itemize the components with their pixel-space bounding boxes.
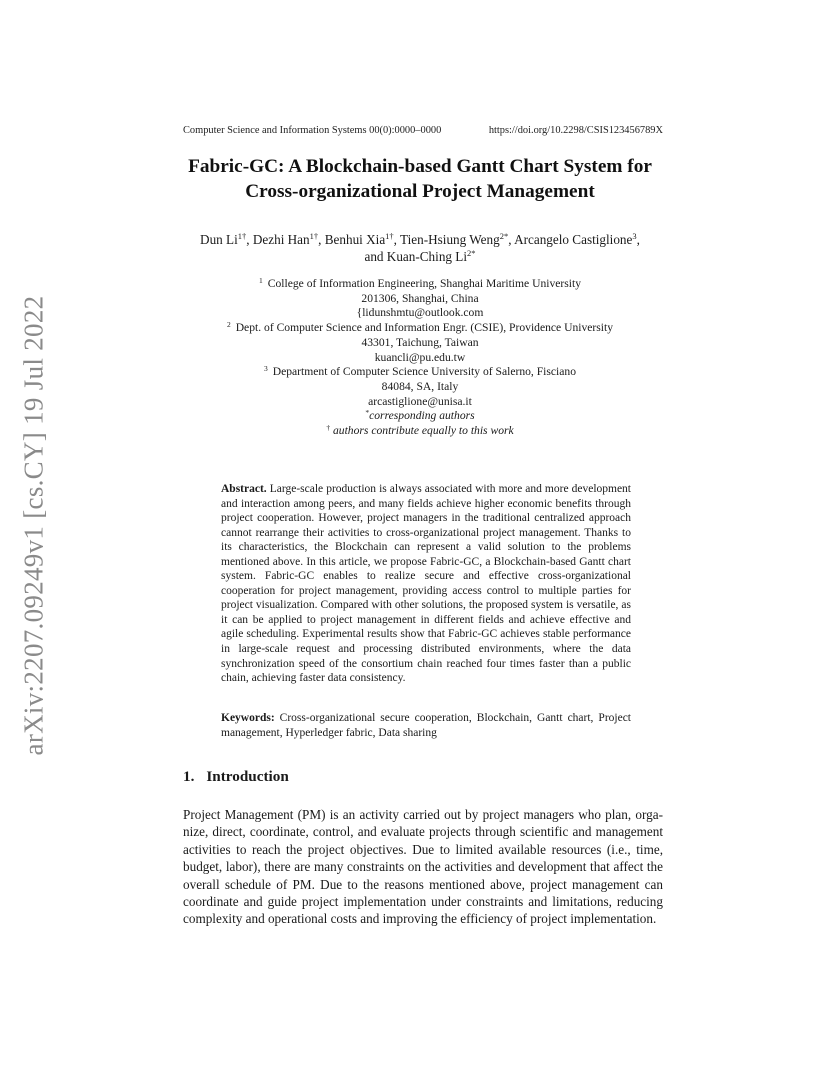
journal-citation: Computer Science and Information Systems 00(0):0000–0000 xyxy=(183,125,442,136)
running-head xyxy=(183,125,663,136)
affiliation-mark: 2 xyxy=(226,320,231,330)
abstract-label: Abstract. xyxy=(221,483,267,495)
author-affil-mark: 1† xyxy=(385,231,394,241)
author-separator: , xyxy=(318,232,325,247)
author-affil-mark: 3 xyxy=(632,231,637,241)
affiliation-institution: College of Information Engineering, Shanghai Maritime University xyxy=(267,277,582,290)
equal-contribution-mark: † xyxy=(326,423,331,433)
abstract xyxy=(221,482,631,686)
author-name: Dezhi Han xyxy=(252,232,310,247)
author-name: Dun Li xyxy=(200,232,238,247)
author-name: Benhui Xia xyxy=(324,232,386,247)
title-line-1: Fabric-GC: A Blockchain-based Gantt Chart System for xyxy=(188,156,652,177)
affiliation-1-address: 201306, Shanghai, China xyxy=(361,291,479,305)
keywords-text: Cross-organizational secure cooperation, Blockchain, Gantt chart, Project management, Hyperledger fabric, Data sharing xyxy=(221,712,631,739)
affiliation-2-address: 43301, Taichung, Taiwan xyxy=(361,335,479,349)
arxiv-stamp xyxy=(4,290,64,760)
body-paragraph: Project Management (PM) is an activity carried out by project managers who plan, organize, direct, coordinate, control, and evaluate projects through scientific and management activities to reach the project objectives. Due to limited available resources (i.e., time, budget, labor), there are many constraints on the activities and development that affect the overall schedule of PM. Due to the reasons mentioned above, project management can coordinate and guide project implementation under constraints and limitations, reducing complexity and operational costs and improving the efficiency of project implementation. xyxy=(183,807,663,927)
keywords-label: Keywords: xyxy=(221,712,275,724)
affiliation-institution: Department of Computer Science University of Salerno, Fisciano xyxy=(272,365,577,379)
affiliation-2-institution xyxy=(160,321,680,336)
author-separator: , xyxy=(508,232,515,247)
author-line-2 xyxy=(150,248,690,265)
author-separator: , xyxy=(393,232,401,247)
equal-contribution-text: authors contribute equally to this work xyxy=(330,424,514,438)
affiliation-mark: 3 xyxy=(263,364,268,374)
affiliation-2-email[interactable]: kuancli@pu.edu.tw xyxy=(374,350,466,364)
title-line-2: Cross-organizational Project Management xyxy=(245,181,595,202)
author-list xyxy=(150,231,690,265)
doi-link[interactable]: https://doi.org/10.2298/CSIS123456789X xyxy=(488,125,663,136)
arxiv-stamp-text: arXiv:2207.09249v1 [cs.CY] 19 Jul 2022 xyxy=(18,295,49,755)
affiliation-institution: Dept. of Computer Science and Information Engr. (CSIE), Providence University xyxy=(235,321,614,335)
author-affil-mark: 2* xyxy=(499,231,509,241)
paper-title xyxy=(120,154,720,204)
section-heading xyxy=(183,768,289,786)
equal-contribution-note xyxy=(160,424,680,439)
affiliation-3-address: 84084, SA, Italy xyxy=(381,379,459,393)
author-affil-mark: 1† xyxy=(237,231,247,241)
affiliation-1-email[interactable]: {lidunshmtu@outlook.com xyxy=(356,306,484,320)
author-name: Tien-Hsiung Weng xyxy=(400,232,500,247)
abstract-text: Large-scale production is always associated with more and more development and interaction among peers, and many fields achieve higher economic benefits through project cooperation. However, project managers in the traditional centralized approach cannot rearrange their activities to cross-organizational project management. Thanks to its characteristics, the Blockchain can represent a valid solution to the problems mentioned above. In this article, we propose Fabric-GC, a Blockchain-based Gantt chart system. Fabric-GC enables to realize secure and effective cross-organizational cooperation for project management, providing access control to multiple parties for project visualization. Compared with other solutions, the proposed system is versatile, as it can be applied to project management in different fields and achieve effective and agile scheduling. Experimental results show that Fabric-GC achieves stable performance in large-scale request and processing distributed environments, where the data synchronization speed of the consortium chain reached four times faster than a public chain, achieving faster data consistency. xyxy=(221,483,632,685)
affiliation-mark: 1 xyxy=(258,276,263,285)
author-separator: , xyxy=(246,232,253,247)
corresponding-authors-note xyxy=(160,409,680,424)
affiliation-1-institution xyxy=(160,277,680,292)
corresponding-mark: * xyxy=(365,408,370,418)
author-name: Arcangelo Castiglione xyxy=(514,232,633,247)
keywords xyxy=(221,711,631,741)
author-affil-mark: 2* xyxy=(467,248,476,258)
section-title: Introduction xyxy=(206,768,289,785)
author-affil-mark: 1† xyxy=(309,231,319,241)
author-name: and Kuan-Ching Li xyxy=(364,249,468,264)
author-line-1 xyxy=(150,231,690,248)
affiliation-3-email[interactable]: arcastiglione@unisa.it xyxy=(368,394,472,408)
section-number: 1. xyxy=(183,768,195,785)
affiliation-block xyxy=(160,277,680,439)
author-separator: , xyxy=(636,232,640,247)
affiliation-3-institution xyxy=(160,365,680,380)
corresponding-text: corresponding authors xyxy=(369,409,475,423)
